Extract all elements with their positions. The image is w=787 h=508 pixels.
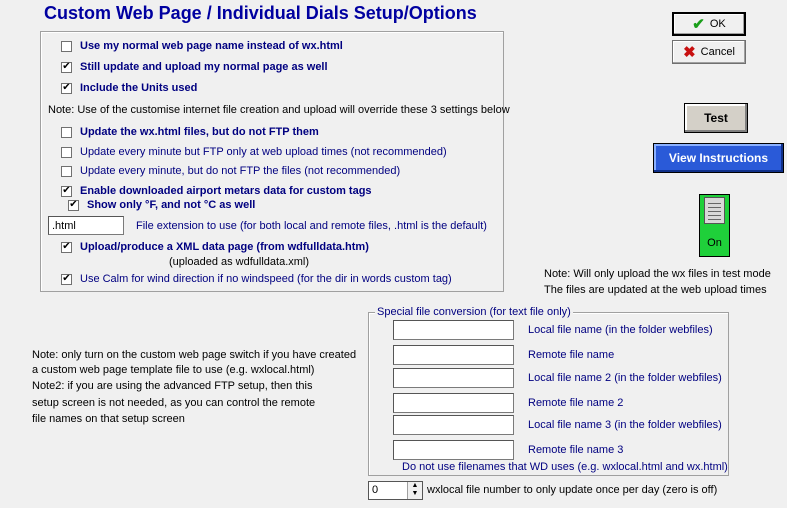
custom-web-page-switch[interactable] xyxy=(699,194,730,257)
show-only-f-checkbox[interactable]: ✔ xyxy=(69,199,78,210)
include-units-checkbox[interactable]: ✔ xyxy=(62,82,71,93)
local-file-name-label: Local file name (in the folder webfiles) xyxy=(528,324,713,336)
update-minute-ftp-web-label: Update every minute but FTP only at web upload times (not recommended) xyxy=(80,146,447,158)
left-note-line3: Note2: if you are using the advanced FTP setup, then this xyxy=(32,380,313,392)
check-icon: ✔ xyxy=(692,16,705,33)
enable-metars-label: Enable downloaded airport metars data for custom tags xyxy=(80,185,372,197)
use-normal-name-label: Use my normal web page name instead of wx.html xyxy=(80,40,343,52)
remote-file-name-3-input[interactable] xyxy=(393,440,514,460)
test-note-line1: Note: Will only upload the wx files in test mode xyxy=(544,268,771,280)
left-note-line4: setup screen is not needed, as you can control the remote xyxy=(32,397,316,409)
test-note-line2: The files are updated at the web upload times xyxy=(544,284,767,296)
file-extension-input[interactable] xyxy=(48,216,124,235)
switch-state-label: On xyxy=(707,237,722,249)
remote-file-name-2-input[interactable] xyxy=(393,393,514,413)
include-units-option[interactable] xyxy=(61,82,197,94)
ok-label: OK xyxy=(709,18,726,30)
use-calm-label: Use Calm for wind direction if no windspeed (for the dir in words custom tag) xyxy=(80,273,452,285)
spin-down-icon[interactable]: ▼ xyxy=(411,490,419,497)
local-file-name-2-input[interactable] xyxy=(393,368,514,388)
page-title: Custom Web Page / Individual Dials Setup/Options xyxy=(44,3,477,23)
local-file-name-input[interactable] xyxy=(393,320,514,340)
update-minute-no-ftp-label: Update every minute, but do not FTP the files (not recommended) xyxy=(80,165,401,177)
file-extension-label: File extension to use (for both local and remote files, .html is the default) xyxy=(136,220,487,232)
once-per-day-value: 0 xyxy=(372,484,379,496)
include-units-label: Include the Units used xyxy=(80,82,198,94)
left-note-line2: a custom web page template file to use (e.g. wxlocal.html) xyxy=(32,364,315,376)
cancel-label: Cancel xyxy=(700,46,735,58)
use-normal-name-checkbox[interactable] xyxy=(61,41,72,52)
show-only-f-label: Show only °F, and not °C as well xyxy=(87,199,256,211)
update-no-ftp-checkbox[interactable] xyxy=(61,127,72,138)
use-calm-checkbox[interactable]: ✔ xyxy=(62,273,71,284)
override-note: Note: Use of the customise internet file creation and upload will override these 3 settings below xyxy=(48,104,510,116)
ok-button[interactable] xyxy=(672,12,746,36)
cancel-button[interactable] xyxy=(672,40,746,64)
still-update-option[interactable] xyxy=(61,61,328,73)
update-minute-ftp-web-checkbox[interactable] xyxy=(61,147,72,158)
test-label: Test xyxy=(704,111,728,125)
still-update-label: Still update and upload my normal page as well xyxy=(80,61,328,73)
upload-xml-option[interactable] xyxy=(61,241,369,253)
remote-file-name-2-label: Remote file name 2 xyxy=(528,397,624,409)
remote-file-name-input[interactable] xyxy=(393,345,514,365)
update-minute-ftp-web-option[interactable] xyxy=(61,146,447,158)
update-no-ftp-option[interactable] xyxy=(61,126,319,138)
still-update-checkbox[interactable]: ✔ xyxy=(62,61,71,72)
use-calm-option[interactable] xyxy=(61,273,452,285)
once-per-day-label: wxlocal file number to only update once per day (zero is off) xyxy=(427,484,718,496)
upload-xml-sublabel: (uploaded as wdfulldata.xml) xyxy=(169,256,310,268)
test-button[interactable] xyxy=(684,103,748,133)
local-file-name-3-label: Local file name 3 (in the folder webfiles) xyxy=(528,419,722,431)
show-only-f-option[interactable] xyxy=(68,199,255,211)
use-normal-name-option[interactable] xyxy=(61,40,343,52)
view-instructions-button[interactable] xyxy=(653,143,784,173)
filename-warning: Do not use filenames that WD uses (e.g. wxlocal.html and wx.html) xyxy=(402,461,728,473)
upload-xml-label: Upload/produce a XML data page (from wdfulldata.htm) xyxy=(80,241,369,253)
update-minute-no-ftp-checkbox[interactable] xyxy=(61,166,72,177)
local-file-name-3-input[interactable] xyxy=(393,415,514,435)
remote-file-name-label: Remote file name xyxy=(528,349,615,361)
left-note-line1: Note: only turn on the custom web page switch if you have created xyxy=(32,349,357,361)
view-instructions-label: View Instructions xyxy=(668,151,769,165)
update-minute-no-ftp-option[interactable] xyxy=(61,165,400,177)
remote-file-name-3-label: Remote file name 3 xyxy=(528,444,624,456)
x-icon: ✖ xyxy=(683,44,696,61)
update-no-ftp-label: Update the wx.html files, but do not FTP them xyxy=(80,126,319,138)
left-note-line5: file names on that setup screen xyxy=(32,413,185,425)
enable-metars-option[interactable] xyxy=(61,185,372,197)
upload-xml-checkbox[interactable]: ✔ xyxy=(62,241,71,252)
switch-knob xyxy=(704,197,725,224)
local-file-name-2-label: Local file name 2 (in the folder webfiles) xyxy=(528,372,722,384)
once-per-day-stepper[interactable] xyxy=(368,481,423,500)
spin-up-icon[interactable]: ▲ xyxy=(411,482,419,489)
special-file-conversion-legend: Special file conversion (for text file only) xyxy=(377,306,571,318)
enable-metars-checkbox[interactable]: ✔ xyxy=(62,185,71,196)
